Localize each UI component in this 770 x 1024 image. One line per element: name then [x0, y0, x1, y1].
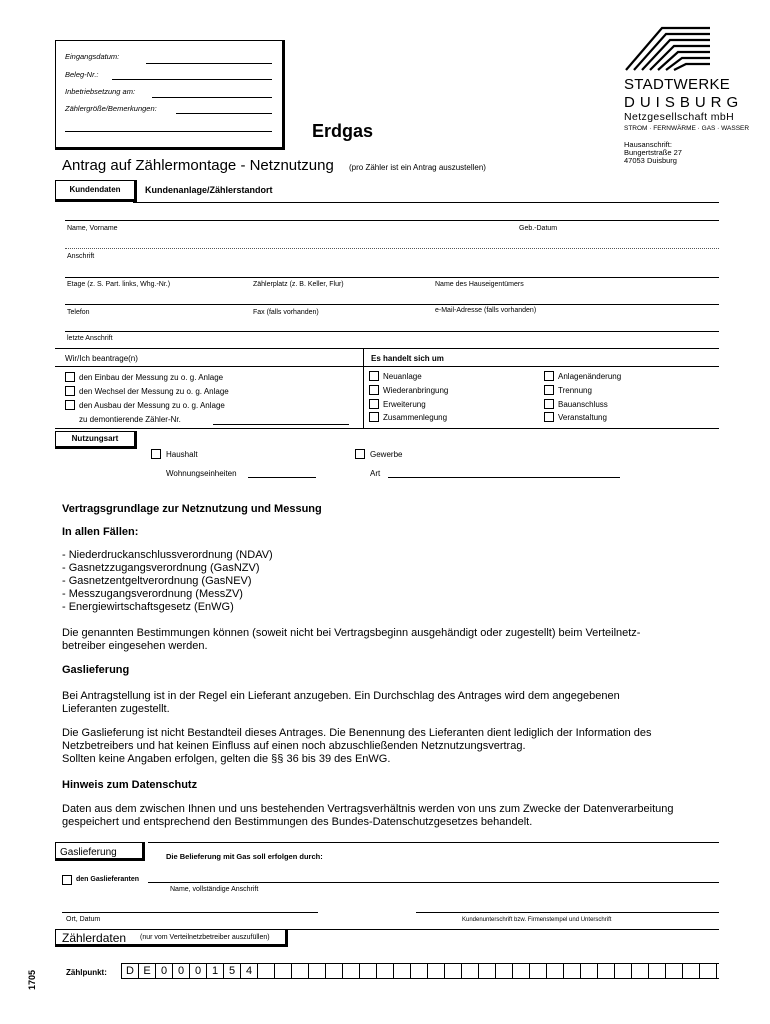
paragraph-bestimmungen	[62, 627, 722, 653]
zaehlerplatz-label: Zählerplatz (z. B. Keller, Flur)	[253, 281, 344, 288]
zaehlpunkt-digit: 0	[156, 964, 173, 979]
trennung-checkbox[interactable]	[544, 385, 554, 395]
lieferant-name-hint: Name, vollständige Anschrift	[170, 886, 259, 893]
page-subtitle: (pro Zähler ist ein Antrag auszustellen)	[349, 163, 486, 172]
einbau-label: den Einbau der Messung zu o. g. Anlage	[79, 373, 224, 382]
paragraph-line: Die Gaslieferung ist nicht Bestandteil dieses Antrages. Die Benennung des Lieferanten dient lediglich der Information des	[62, 727, 652, 739]
anschrift-label: Anschrift	[67, 253, 95, 260]
paragraph-gaslieferung	[62, 727, 722, 766]
signature-label: Kundenunterschrift bzw. Firmenstempel und Unterschrift	[462, 917, 612, 923]
signature-field[interactable]	[416, 912, 719, 913]
logo-netzgesellschaft: Netzgesellschaft mbH	[624, 111, 735, 123]
zaehlpunkt-grid[interactable]	[121, 963, 719, 979]
zaehlpunkt-digit: 1	[207, 964, 224, 979]
regulation-item: - Energiewirtschaftsgesetz (EnWG)	[62, 601, 234, 613]
gaslieferung-tab: Gaslieferung	[55, 842, 145, 861]
neuanlage-label: Neuanlage	[383, 372, 422, 381]
wohnungseinheiten-label: Wohnungseinheiten	[166, 469, 237, 478]
kundendaten-tab: Kundendaten	[55, 180, 137, 202]
zaehlergroesse-label: Zählergröße/Bemerkungen:	[65, 104, 157, 113]
zaehlpunkt-empty-cell[interactable]	[700, 964, 717, 979]
logo-duisburg: DUISBURG	[624, 94, 744, 111]
request-section	[55, 348, 719, 429]
demont-field[interactable]	[213, 424, 349, 425]
erdgas-heading: Erdgas	[312, 121, 374, 141]
zaehlpunkt-empty-cell[interactable]	[564, 964, 581, 979]
ort-datum-field[interactable]	[62, 912, 318, 913]
usage-top-rule	[55, 428, 719, 429]
kundenanlage-heading: Kundenanlage/Zählerstandort	[145, 185, 273, 195]
letzte-field[interactable]	[65, 331, 719, 332]
email-label: e-Mail-Adresse (falls vorhanden)	[435, 307, 537, 314]
paragraph-line: betreiber eingesehen werden.	[62, 640, 208, 652]
inbetriebsetzung-field[interactable]	[152, 97, 272, 98]
paragraph-line: Sollten keine Angaben erfolgen, gelten die §§ 36 bis 39 des EnWG.	[62, 753, 391, 765]
zaehlpunkt-digit: D	[122, 964, 139, 979]
zaehlerdaten-note: (nur vom Verteilnetzbetreiber auszufüllen)	[140, 934, 270, 941]
demont-label: zu demontierende Zähler-Nr.	[79, 415, 181, 424]
lieferant-name-field[interactable]	[148, 882, 719, 883]
gewerbe-label: Gewerbe	[370, 450, 403, 459]
logo-sparten: STROM · FERNWÄRME · GAS · WASSER	[624, 125, 750, 132]
wiederanbringung-label: Wiederanbringung	[383, 386, 449, 395]
zaehlpunkt-label: Zählpunkt:	[66, 968, 107, 977]
request-header: Wir/Ich beantrage(n)	[65, 354, 138, 363]
page-title: Antrag auf Zählermontage - Netznutzung	[62, 157, 334, 174]
zaehlpunkt-empty-cell[interactable]	[309, 964, 326, 979]
supply-statement: Die Belieferung mit Gas soll erfolgen durch:	[166, 852, 323, 861]
gaslieferung-heading: Gaslieferung	[62, 664, 130, 676]
zaehlpunkt-empty-cell[interactable]	[649, 964, 666, 979]
zaehlpunkt-empty-cell[interactable]	[513, 964, 530, 979]
zaehlpunkt-empty-cell[interactable]	[683, 964, 700, 979]
request-divider	[363, 349, 364, 429]
request-rule	[55, 366, 719, 367]
etage-label: Etage (z. S. Part. links, Whg.-Nr.)	[67, 281, 171, 288]
paragraph-line: Daten aus dem zwischen Ihnen und uns bestehenden Vertragsverhältnis werden von uns zum Zwecke der Datenverarbeitung	[62, 803, 674, 815]
wiederanbringung-checkbox[interactable]	[369, 385, 379, 395]
eigentuemer-label: Name des Hauseigentümers	[435, 281, 524, 288]
telefon-label: Telefon	[67, 309, 90, 316]
anlagenaenderung-label: Anlagenänderung	[558, 372, 622, 381]
bauanschluss-label: Bauanschluss	[558, 400, 608, 409]
zaehlpunkt-empty-cell[interactable]	[326, 964, 343, 979]
zaehlpunkt-empty-cell[interactable]	[615, 964, 632, 979]
ort-datum-label: Ort, Datum	[66, 916, 101, 923]
name-field[interactable]	[65, 220, 719, 221]
einbau-checkbox[interactable]	[65, 372, 75, 382]
datenschutz-heading: Hinweis zum Datenschutz	[62, 779, 198, 791]
nutzungsart-tab: Nutzungsart	[55, 431, 137, 449]
name-label: Name, Vorname	[67, 225, 118, 232]
zaehlpunkt-empty-cell[interactable]	[445, 964, 462, 979]
wechsel-checkbox[interactable]	[65, 386, 75, 396]
paragraph-line: Bei Antragstellung ist in der Regel ein Lieferant anzugeben. Ein Durchschlag des Antrages wird dem angegebenen	[62, 690, 620, 702]
paragraph-line: Die genannten Bestimmungen können (soweit nicht bei Vertragsbeginn ausgehändigt oder zugestellt) beim Verteilnetz-	[62, 627, 641, 639]
ausbau-checkbox[interactable]	[65, 400, 75, 410]
beleg-field[interactable]	[112, 79, 272, 80]
art-label: Art	[370, 469, 381, 478]
zaehlpunkt-empty-cell[interactable]	[598, 964, 615, 979]
art-field[interactable]	[388, 477, 620, 478]
zaehlpunkt-empty-cell[interactable]	[411, 964, 428, 979]
bauanschluss-checkbox[interactable]	[544, 399, 554, 409]
zaehlpunkt-empty-cell[interactable]	[462, 964, 479, 979]
zaehlpunkt-empty-cell[interactable]	[343, 964, 360, 979]
address-label: Hausanschrift:	[624, 140, 672, 149]
gaslieferanten-checkbox[interactable]	[62, 875, 72, 885]
zusammenlegung-label: Zusammenlegung	[383, 413, 448, 422]
paragraph-line: Lieferanten zugestellt.	[62, 703, 170, 715]
zaehlpunkt-empty-cell[interactable]	[581, 964, 598, 979]
beleg-label: Beleg-Nr.:	[65, 70, 99, 79]
case-header: Es handelt sich um	[371, 354, 444, 363]
trennung-label: Trennung	[558, 386, 592, 395]
zaehlpunkt-empty-cell[interactable]	[360, 964, 377, 979]
anlagenaenderung-checkbox[interactable]	[544, 371, 554, 381]
zaehlpunkt-empty-cell[interactable]	[292, 964, 309, 979]
gewerbe-checkbox[interactable]	[355, 449, 365, 459]
zusammenlegung-checkbox[interactable]	[369, 412, 379, 422]
address-street: Bungertstraße 27	[624, 148, 682, 157]
neuanlage-checkbox[interactable]	[369, 371, 379, 381]
zaehlpunkt-digit: 0	[190, 964, 207, 979]
wohnungseinheiten-field[interactable]	[248, 477, 316, 478]
form-number: 1705	[27, 969, 38, 991]
paragraph-line: gespeichert und entsprechend den Bestimmungen des Bundes-Datenschutzgesetzes behandelt.	[62, 816, 533, 828]
supply-top-rule	[148, 842, 719, 843]
anschrift-field[interactable]	[65, 248, 719, 249]
zaehlpunkt-digit: 5	[224, 964, 241, 979]
address-city: 47053 Duisburg	[624, 156, 677, 165]
regulation-item: - Gasnetzzugangsverordnung (GasNZV)	[62, 562, 260, 574]
contract-title: Vertragsgrundlage zur Netznutzung und Messung	[62, 503, 322, 515]
paragraph-line: Netzbetreibers und hat keinen Einfluss auf einen noch abzuschließenden Netznutzungsvertrag.	[62, 740, 526, 752]
veranstaltung-checkbox[interactable]	[544, 412, 554, 422]
zaehlpunkt-digit: 4	[241, 964, 258, 979]
zaehlerdaten-tab	[55, 929, 288, 947]
haushalt-label: Haushalt	[166, 450, 198, 459]
regulation-item: - Gasnetzentgeltverordnung (GasNEV)	[62, 575, 252, 587]
zaehlpunkt-empty-cell[interactable]	[394, 964, 411, 979]
paragraph-lieferant	[62, 690, 722, 716]
gaslieferanten-label: den Gaslieferanten	[76, 876, 140, 883]
zaehlerdaten-label: Zählerdaten	[62, 931, 127, 945]
zaehlpunkt-digit: 0	[173, 964, 190, 979]
erweiterung-label: Erweiterung	[383, 400, 426, 409]
regulation-item: - Niederdruckanschlussverordnung (NDAV)	[62, 549, 273, 561]
erweiterung-checkbox[interactable]	[369, 399, 379, 409]
inbetriebsetzung-label: Inbetriebsetzung am:	[65, 87, 136, 96]
telefon-field[interactable]	[65, 304, 719, 305]
bemerkungen-field[interactable]	[65, 131, 272, 132]
customer-section	[55, 180, 719, 348]
zaehlpunkt-empty-cell[interactable]	[496, 964, 513, 979]
eingangsdatum-label: Eingangsdatum:	[65, 52, 120, 61]
paragraph-datenschutz	[62, 803, 722, 829]
zaehlpunkt-empty-cell[interactable]	[428, 964, 445, 979]
eingangsdatum-field[interactable]	[146, 63, 272, 64]
zaehlpunkt-empty-cell[interactable]	[479, 964, 496, 979]
zaehlpunkt-empty-cell[interactable]	[275, 964, 292, 979]
intake-box	[55, 40, 285, 150]
zaehlpunkt-empty-cell[interactable]	[258, 964, 275, 979]
zaehlpunkt-empty-cell[interactable]	[632, 964, 649, 979]
zaehlpunkt-empty-cell[interactable]	[377, 964, 394, 979]
section-rule	[133, 202, 719, 203]
ausbau-label: den Ausbau der Messung zu o. g. Anlage	[79, 401, 225, 410]
etage-field[interactable]	[65, 277, 719, 278]
all-cases-heading: In allen Fällen:	[62, 526, 139, 538]
meter-top-rule	[288, 929, 719, 930]
zaehlergroesse-field[interactable]	[176, 113, 272, 114]
haushalt-checkbox[interactable]	[151, 449, 161, 459]
zaehlpunkt-empty-cell[interactable]	[530, 964, 547, 979]
zaehlpunkt-empty-cell[interactable]	[666, 964, 683, 979]
regulation-list	[62, 549, 722, 614]
fax-label: Fax (falls vorhanden)	[253, 309, 319, 316]
zaehlpunkt-empty-cell[interactable]	[547, 964, 564, 979]
letzte-label: letzte Anschrift	[67, 335, 113, 342]
stadtwerke-logo-graphic	[620, 24, 710, 74]
wechsel-label: den Wechsel der Messung zu o. g. Anlage	[79, 387, 229, 396]
veranstaltung-label: Veranstaltung	[558, 413, 607, 422]
geb-label: Geb.-Datum	[519, 225, 558, 232]
regulation-item: - Messzugangsverordnung (MessZV)	[62, 588, 243, 600]
logo-stadtwerke: STADTWERKE	[624, 76, 731, 93]
zaehlpunkt-digit: E	[139, 964, 156, 979]
